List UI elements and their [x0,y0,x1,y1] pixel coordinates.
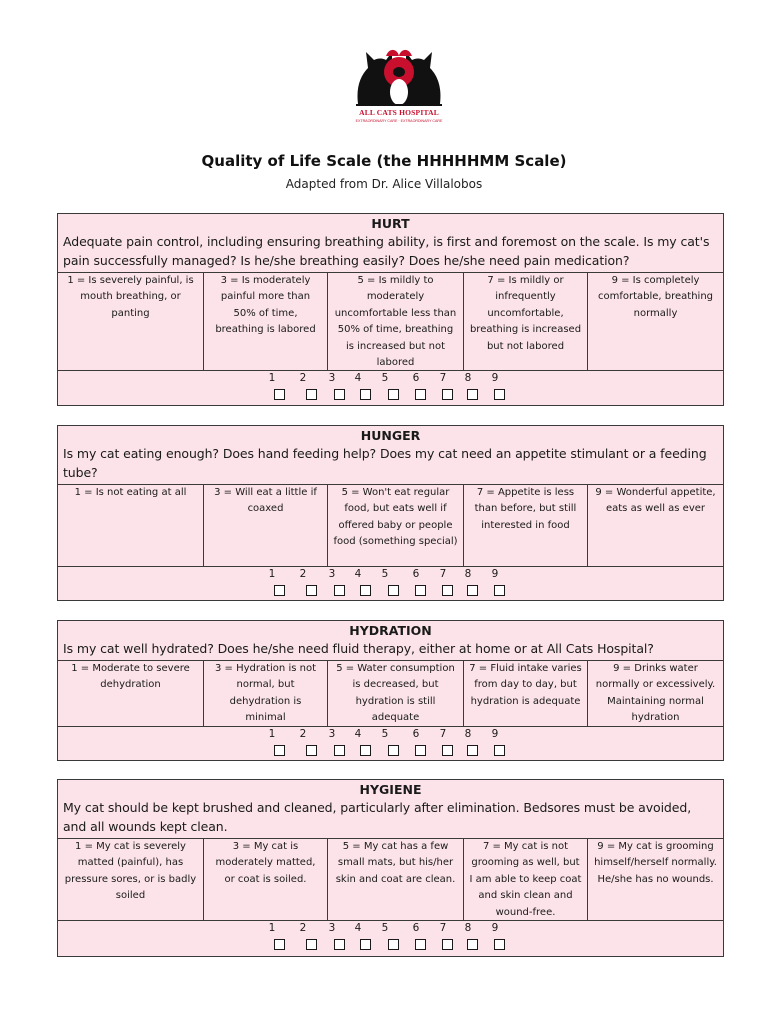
criteria-row [58,660,723,726]
criteria-row [58,484,723,566]
score-number-8: 8 [464,728,472,740]
criterion-9: 9 = Drinks water normally or excessively. Maintaining normal hydration [595,663,716,724]
score-checkbox-3[interactable] [334,939,345,950]
section-hydration [57,620,724,761]
score-number-3: 3 [328,568,336,580]
score-checkbox-9[interactable] [494,939,505,950]
score-number-5: 5 [381,568,389,580]
score-checkbox-2[interactable] [306,585,317,596]
score-number-3: 3 [328,728,336,740]
score-checkbox-7[interactable] [442,389,453,400]
score-checkbox-9[interactable] [494,389,505,400]
score-checkbox-1[interactable] [274,939,285,950]
section-hunger [57,425,724,601]
score-checkbox-5[interactable] [388,389,399,400]
score-checkbox-2[interactable] [306,745,317,756]
section-question: Adequate pain control, including ensuring breathing ability, is first and foremost on the scale. Is my cat's pain successfully managed? Is he/she breathing easily? Does he/she need pain medication? [63,234,710,268]
section-question: My cat should be kept brushed and cleaned, particularly after elimination. Bedsores must be avoided, and all wounds kept clean. [63,800,692,834]
criterion-1: 1 = Is not eating at all [58,485,204,566]
score-number-3: 3 [328,372,336,384]
section-heading: HUNGER [360,428,421,443]
section-question: Is my cat well hydrated? Does he/she need fluid therapy, either at home or at All Cats Hospital? [63,641,654,656]
score-number-9: 9 [491,922,499,934]
score-number-4: 4 [354,568,362,580]
score-checkbox-4[interactable] [360,939,371,950]
criterion-9: 9 = Wonderful appetite, eats as well as ever [595,487,716,515]
criterion-1: 1 = Is severely painful, is mouth breathing, or panting [58,273,204,370]
section-hygiene [57,779,724,957]
score-number-8: 8 [464,922,472,934]
section-heading: HURT [371,216,410,231]
score-checkbox-6[interactable] [415,939,426,950]
score-checkbox-8[interactable] [467,389,478,400]
section-heading: HYDRATION [349,623,432,638]
score-checkbox-7[interactable] [442,745,453,756]
score-checkbox-8[interactable] [467,939,478,950]
criterion-3: 3 = My cat is moderately matted, or coat is soiled. [204,839,328,920]
score-checkbox-6[interactable] [415,745,426,756]
score-number-4: 4 [354,922,362,934]
score-checkbox-3[interactable] [334,745,345,756]
section-heading: HYGIENE [359,782,422,797]
score-number-4: 4 [354,372,362,384]
score-checkbox-7[interactable] [442,585,453,596]
score-row [58,920,723,956]
section-hurt [57,213,724,406]
section-question: Is my cat eating enough? Does hand feeding help? Does my cat need an appetite stimulant or a feeding tube? [63,446,707,480]
criterion-5: 5 = Is mildly to moderately uncomfortable less than 50% of time, breathing is increased but not labored [328,273,464,370]
score-number-7: 7 [439,568,447,580]
score-checkbox-1[interactable] [274,745,285,756]
criterion-1: 1 = Moderate to severe dehydration [58,661,204,726]
cat-logo-icon [352,42,446,108]
score-checkbox-3[interactable] [334,389,345,400]
score-checkbox-7[interactable] [442,939,453,950]
score-checkbox-8[interactable] [467,745,478,756]
score-number-8: 8 [464,568,472,580]
score-number-7: 7 [439,372,447,384]
score-checkbox-6[interactable] [415,585,426,596]
criterion-5: 5 = Water consumption is decreased, but hydration is still adequate [328,661,464,726]
score-number-6: 6 [412,922,420,934]
logo-tagline: EXTRAORDINARY CARE · EXTRAORDINARY CARE [355,119,443,123]
score-number-6: 6 [412,568,420,580]
criterion-7: 7 = Is mildly or infrequently uncomfortable, breathing is increased but not labored [464,273,588,370]
page-title: Quality of Life Scale (the HHHHHMM Scale) [201,152,567,170]
score-number-1: 1 [268,922,276,934]
criterion-7: 7 = Fluid intake varies from day to day, but hydration is adequate [464,661,588,726]
hospital-logo [352,42,446,132]
score-checkbox-2[interactable] [306,389,317,400]
score-number-9: 9 [491,372,499,384]
criterion-7: 7 = Appetite is less than before, but still interested in food [464,485,588,566]
score-number-6: 6 [412,728,420,740]
score-checkbox-4[interactable] [360,585,371,596]
score-number-1: 1 [268,728,276,740]
score-checkbox-6[interactable] [415,389,426,400]
criterion-3: 3 = Is moderately painful more than 50% of time, breathing is labored [204,273,328,370]
score-checkbox-3[interactable] [334,585,345,596]
score-number-2: 2 [299,568,307,580]
logo-name: ALL CATS HOSPITAL [359,108,439,117]
score-number-2: 2 [299,922,307,934]
score-checkbox-5[interactable] [388,939,399,950]
score-number-3: 3 [328,922,336,934]
score-number-2: 2 [299,372,307,384]
criterion-9: 9 = Is completely comfortable, breathing normally [597,275,714,319]
score-number-5: 5 [381,372,389,384]
criterion-3: 3 = Will eat a little if coaxed [204,485,328,566]
score-checkbox-5[interactable] [388,745,399,756]
score-number-9: 9 [491,568,499,580]
score-row [58,370,723,405]
criterion-5: 5 = Won't eat regular food, but eats well if offered baby or people food (something special) [328,485,464,566]
score-row [58,726,723,760]
score-number-1: 1 [268,372,276,384]
criteria-row [58,838,723,920]
score-number-5: 5 [381,728,389,740]
score-checkbox-5[interactable] [388,585,399,596]
score-checkbox-9[interactable] [494,585,505,596]
score-checkbox-9[interactable] [494,745,505,756]
score-number-4: 4 [354,728,362,740]
criterion-7: 7 = My cat is not grooming as well, but I am able to keep coat and skin clean and wound-free. [464,839,588,920]
score-row [58,566,723,601]
score-number-5: 5 [381,922,389,934]
score-number-7: 7 [439,728,447,740]
score-checkbox-1[interactable] [274,389,285,400]
score-checkbox-4[interactable] [360,745,371,756]
score-number-1: 1 [268,568,276,580]
page-subtitle: Adapted from Dr. Alice Villalobos [285,177,483,191]
score-checkbox-8[interactable] [467,585,478,596]
criterion-9: 9 = My cat is grooming himself/herself normally. He/she has no wounds. [594,841,717,885]
score-checkbox-1[interactable] [274,585,285,596]
score-number-9: 9 [491,728,499,740]
score-checkbox-4[interactable] [360,389,371,400]
criterion-1: 1 = My cat is severely matted (painful), has pressure sores, or is badly soiled [58,839,204,920]
score-checkbox-2[interactable] [306,939,317,950]
criterion-5: 5 = My cat has a few small mats, but his/her skin and coat are clean. [328,839,464,920]
score-number-6: 6 [412,372,420,384]
criteria-row [58,272,723,370]
score-number-8: 8 [464,372,472,384]
score-number-7: 7 [439,922,447,934]
criterion-3: 3 = Hydration is not normal, but dehydration is minimal [204,661,328,726]
score-number-2: 2 [299,728,307,740]
